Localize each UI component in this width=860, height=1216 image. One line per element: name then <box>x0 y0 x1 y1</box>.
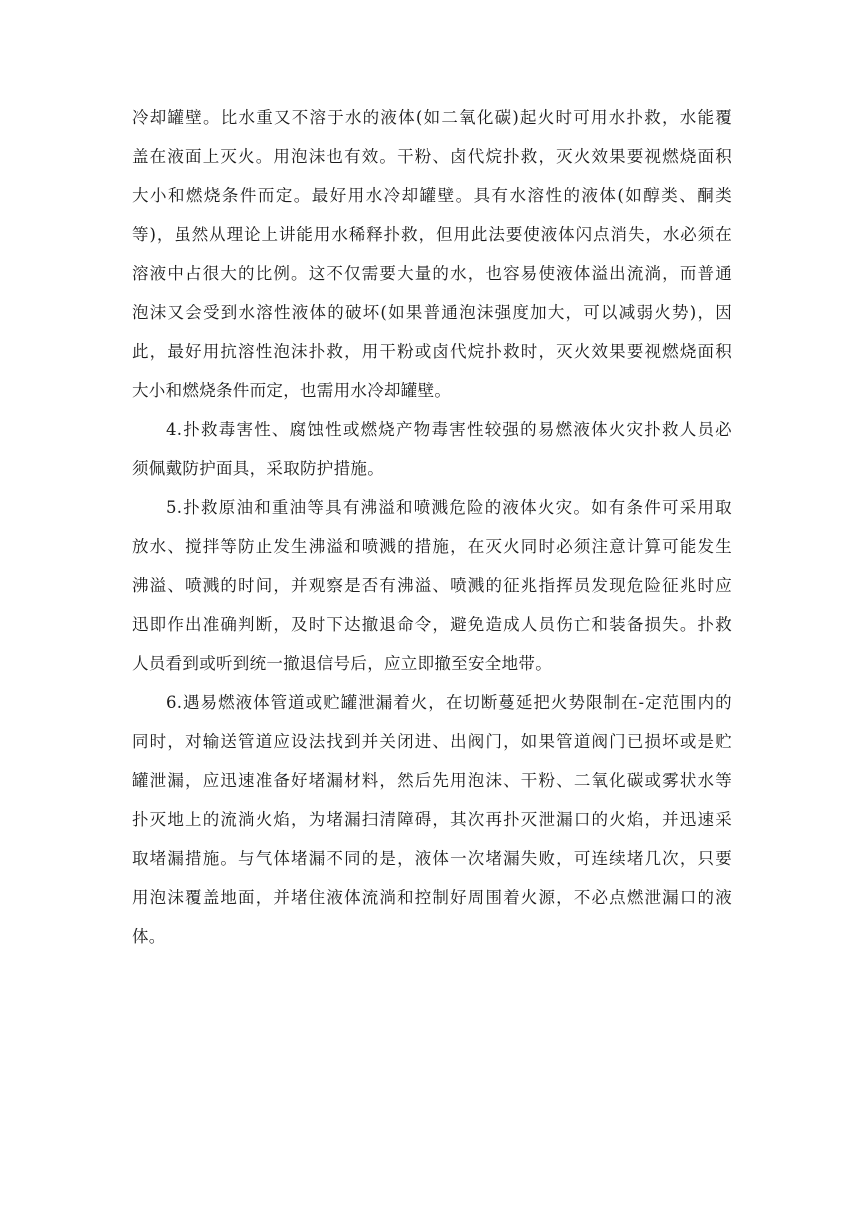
text-line: 同时，对输送管道应设法找到并关闭进、出阀门，如果管道阀门已损坏或是贮 <box>132 732 732 751</box>
text-line: 大小和燃烧条件而定。最好用水冷却罐壁。具有水溶性的液体(如醇类、酮类 <box>132 186 732 205</box>
paragraph-continued <box>132 98 732 410</box>
text-line: 5.扑救原油和重油等具有沸溢和喷溅危险的液体火灾。如有条件可采用取 <box>166 498 732 517</box>
text-line: 6.遇易燃液体管道或贮罐泄漏着火，在切断蔓延把火势限制在-定范围内的 <box>166 693 732 712</box>
text-line: 须佩戴防护面具，采取防护措施。 <box>132 459 384 478</box>
text-line: 泡沫又会受到水溶性液体的破坏(如果普通泡沫强度加大，可以减弱火势)，因 <box>132 303 732 322</box>
paragraph-6 <box>132 683 732 956</box>
document-page <box>132 98 732 956</box>
text-line: 溶液中占很大的比例。这不仅需要大量的水，也容易使液体溢出流淌，而普通 <box>132 264 732 283</box>
text-line: 沸溢、喷溅的时间，并观察是否有沸溢、喷溅的征兆指挥员发现危险征兆时应 <box>132 576 732 595</box>
text-line: 用泡沫覆盖地面，并堵住液体流淌和控制好周围着火源，不必点燃泄漏口的液 <box>132 888 732 907</box>
text-line: 4.扑救毒害性、腐蚀性或燃烧产物毒害性较强的易燃液体火灾扑救人员必 <box>166 420 732 439</box>
text-line: 大小和燃烧条件而定，也需用水冷却罐壁。 <box>132 381 452 400</box>
paragraph-4 <box>132 410 732 488</box>
text-line: 迅即作出准确判断，及时下达撤退命令，避免造成人员伤亡和装备损失。扑救 <box>132 615 732 634</box>
text-line: 罐泄漏，应迅速准备好堵漏材料，然后先用泡沫、干粉、二氧化碳或雾状水等 <box>132 771 732 790</box>
text-line: 扑灭地上的流淌火焰，为堵漏扫清障碍，其次再扑灭泄漏口的火焰，并迅速采 <box>132 810 732 829</box>
text-line: 放水、搅拌等防止发生沸溢和喷溅的措施，在灭火同时必须注意计算可能发生 <box>132 537 732 556</box>
text-line: 等)，虽然从理论上讲能用水稀释扑救，但用此法要使液体闪点消失，水必须在 <box>132 225 732 244</box>
text-line: 取堵漏措施。与气体堵漏不同的是，液体一次堵漏失败，可连续堵几次，只要 <box>132 849 732 868</box>
text-line: 冷却罐壁。比水重又不溶于水的液体(如二氧化碳)起火时可用水扑救，水能覆 <box>132 108 732 127</box>
paragraph-5 <box>132 488 732 683</box>
text-line: 盖在液面上灭火。用泡沫也有效。干粉、卤代烷扑救，灭火效果要视燃烧面积 <box>132 147 732 166</box>
text-line: 体。 <box>132 927 166 946</box>
text-line: 人员看到或听到统一撤退信号后，应立即撤至安全地带。 <box>132 654 552 673</box>
text-line: 此，最好用抗溶性泡沫扑救，用干粉或卤代烷扑救时，灭火效果要视燃烧面积 <box>132 342 732 361</box>
